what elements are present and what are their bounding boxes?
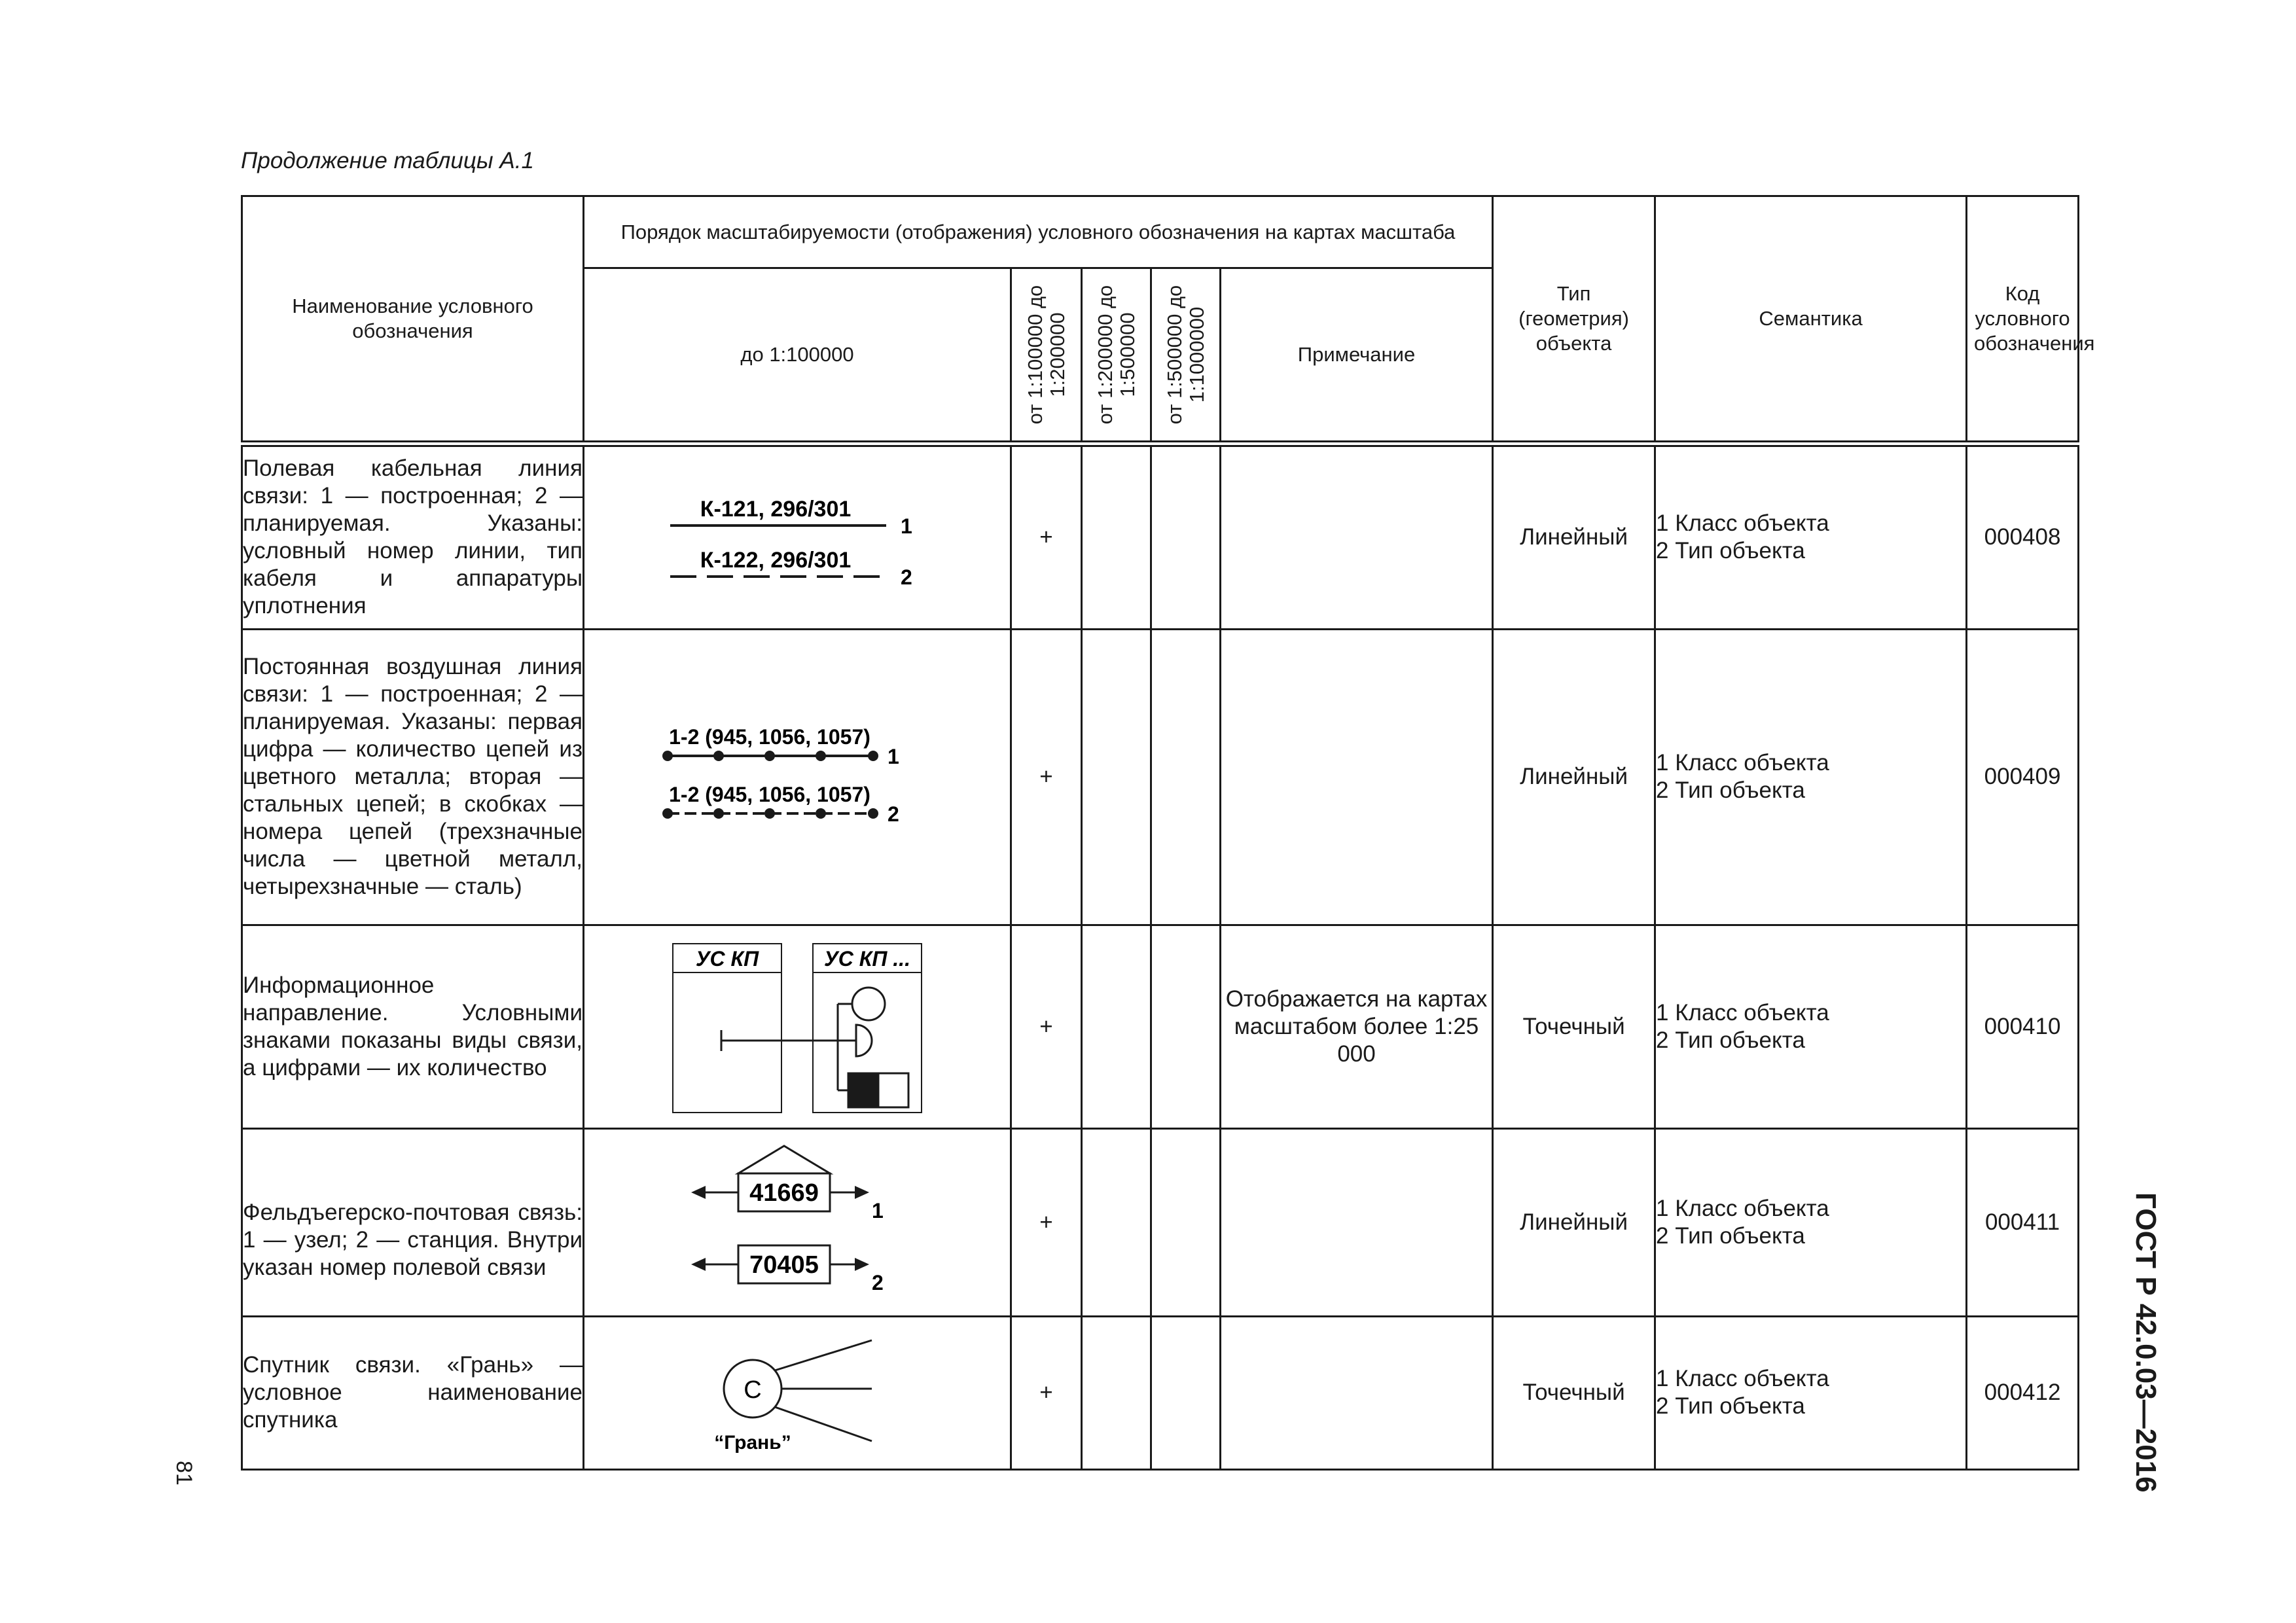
- row-type: Линейный: [1493, 1128, 1655, 1316]
- standard-designation: ГОСТ Р 42.0.03—2016: [2130, 1192, 2162, 1493]
- row-semantics: 1 Класс объекта 2 Тип объекта: [1655, 444, 1967, 629]
- svg-text:УС КП ...: УС КП ...: [824, 946, 910, 971]
- row-note: [1221, 444, 1493, 629]
- svg-text:1: 1: [901, 514, 912, 539]
- row-code: 000408: [1967, 444, 2079, 629]
- svg-text:1: 1: [872, 1198, 884, 1222]
- row-semantics: 1 Класс объекта 2 Тип объекта: [1655, 629, 1967, 925]
- table-row: [242, 444, 2079, 629]
- header-semantics: Семантика: [1655, 196, 1967, 444]
- row-note: Отображается на картах масштабом более 1:25 000: [1221, 925, 1493, 1128]
- svg-text:70405: 70405: [749, 1251, 819, 1279]
- row-semantics: 1 Класс объекта 2 Тип объекта: [1655, 925, 1967, 1128]
- page-number: 81: [171, 1461, 196, 1486]
- header-note: Примечание: [1221, 268, 1493, 444]
- row-semantics: 1 Класс объекта 2 Тип объекта: [1655, 1316, 1967, 1469]
- row-type: Точечный: [1493, 1316, 1655, 1469]
- svg-text:“Грань”: “Грань”: [714, 1432, 791, 1454]
- row-code: 000411: [1967, 1128, 2079, 1316]
- symbols-table: [241, 195, 2095, 1471]
- row-code: 000410: [1967, 925, 2079, 1128]
- svg-text:С: С: [744, 1376, 762, 1404]
- row-note: [1221, 1316, 1493, 1469]
- svg-text:2: 2: [901, 565, 912, 590]
- row-symbol: [584, 1316, 1011, 1469]
- row-symbol: [584, 925, 1011, 1128]
- courier-post-symbol: [686, 1141, 908, 1304]
- row-plus: +: [1011, 1316, 1082, 1469]
- row-name: Фельдъегерско-почтовая связь: 1 — узел; 2 — станция. Внутри указан номер полевой связи: [242, 1128, 584, 1316]
- table-row: [242, 925, 2079, 1128]
- row-symbol: [584, 1128, 1011, 1316]
- table-caption: Продолжение таблицы А.1: [241, 148, 534, 173]
- row-note: [1221, 1128, 1493, 1316]
- row-symbol: [584, 444, 1011, 629]
- row-type: Линейный: [1493, 444, 1655, 629]
- svg-text:К-121, 296/301: К-121, 296/301: [700, 497, 852, 522]
- row-note: [1221, 629, 1493, 925]
- svg-text:41669: 41669: [749, 1179, 819, 1207]
- header-code: Код условного обозначения: [1967, 196, 2079, 444]
- header-scale-order: Порядок масштабируемости (отображения) условного обозначения на картах масштаба: [584, 196, 1493, 268]
- svg-text:1-2 (945, 1056, 1057): 1-2 (945, 1056, 1057): [669, 725, 870, 749]
- header-scale-200k: от 1:100000 до 1:200000: [1011, 268, 1082, 444]
- svg-text:1-2 (945, 1056, 1057): 1-2 (945, 1056, 1057): [669, 783, 870, 806]
- svg-text:1: 1: [888, 745, 899, 768]
- row-type: Точечный: [1493, 925, 1655, 1128]
- row-code: 000412: [1967, 1316, 2079, 1469]
- overhead-line-symbol: [647, 724, 948, 829]
- svg-text:2: 2: [872, 1270, 884, 1294]
- row-symbol: [584, 629, 1011, 925]
- row-name: Спутник связи. «Грань» — условное наименование спутника: [242, 1316, 584, 1469]
- table-row: [242, 1128, 2079, 1316]
- svg-text:УС КП: УС КП: [695, 946, 759, 971]
- svg-text:2: 2: [888, 802, 899, 826]
- row-plus: +: [1011, 1128, 1082, 1316]
- row-plus: +: [1011, 629, 1082, 925]
- row-plus: +: [1011, 925, 1082, 1128]
- row-semantics: 1 Класс объекта 2 Тип объекта: [1655, 1128, 1967, 1316]
- header-scale-1m: от 1:500000 до 1:1000000: [1151, 268, 1221, 444]
- cable-line-symbol: [647, 485, 948, 590]
- header-name: Наименование условного обозначения: [242, 196, 584, 444]
- header-scale-500k: от 1:200000 до 1:500000: [1082, 268, 1151, 444]
- svg-text:К-122, 296/301: К-122, 296/301: [700, 548, 852, 573]
- row-type: Линейный: [1493, 629, 1655, 925]
- row-name: Постоянная воздушная линия связи: 1 — построенная; 2 — планируемая. Указаны: первая цифра — количество цепей из цветного металла; вторая — стальных цепей; в скобках — номера цепей (трехзначные числа — цветной металл, четырехзначные — сталь): [242, 629, 584, 925]
- info-direction-symbol: [666, 938, 928, 1115]
- header-scale-100k: до 1:100000: [584, 268, 1011, 444]
- row-name: Полевая кабельная линия связи: 1 — построенная; 2 — планируемая. Указаны: условный номер линии, тип кабеля и аппаратуры уплотнения: [242, 444, 584, 629]
- table-row: [242, 1316, 2079, 1469]
- row-name: Информационное направление. Условными знаками показаны виды связи, а цифрами — их количество: [242, 925, 584, 1128]
- row-plus: +: [1011, 444, 1082, 629]
- table-row: [242, 629, 2079, 925]
- satellite-symbol: [712, 1327, 882, 1458]
- header-type: Тип (геометрия) объекта: [1493, 196, 1655, 444]
- row-code: 000409: [1967, 629, 2079, 925]
